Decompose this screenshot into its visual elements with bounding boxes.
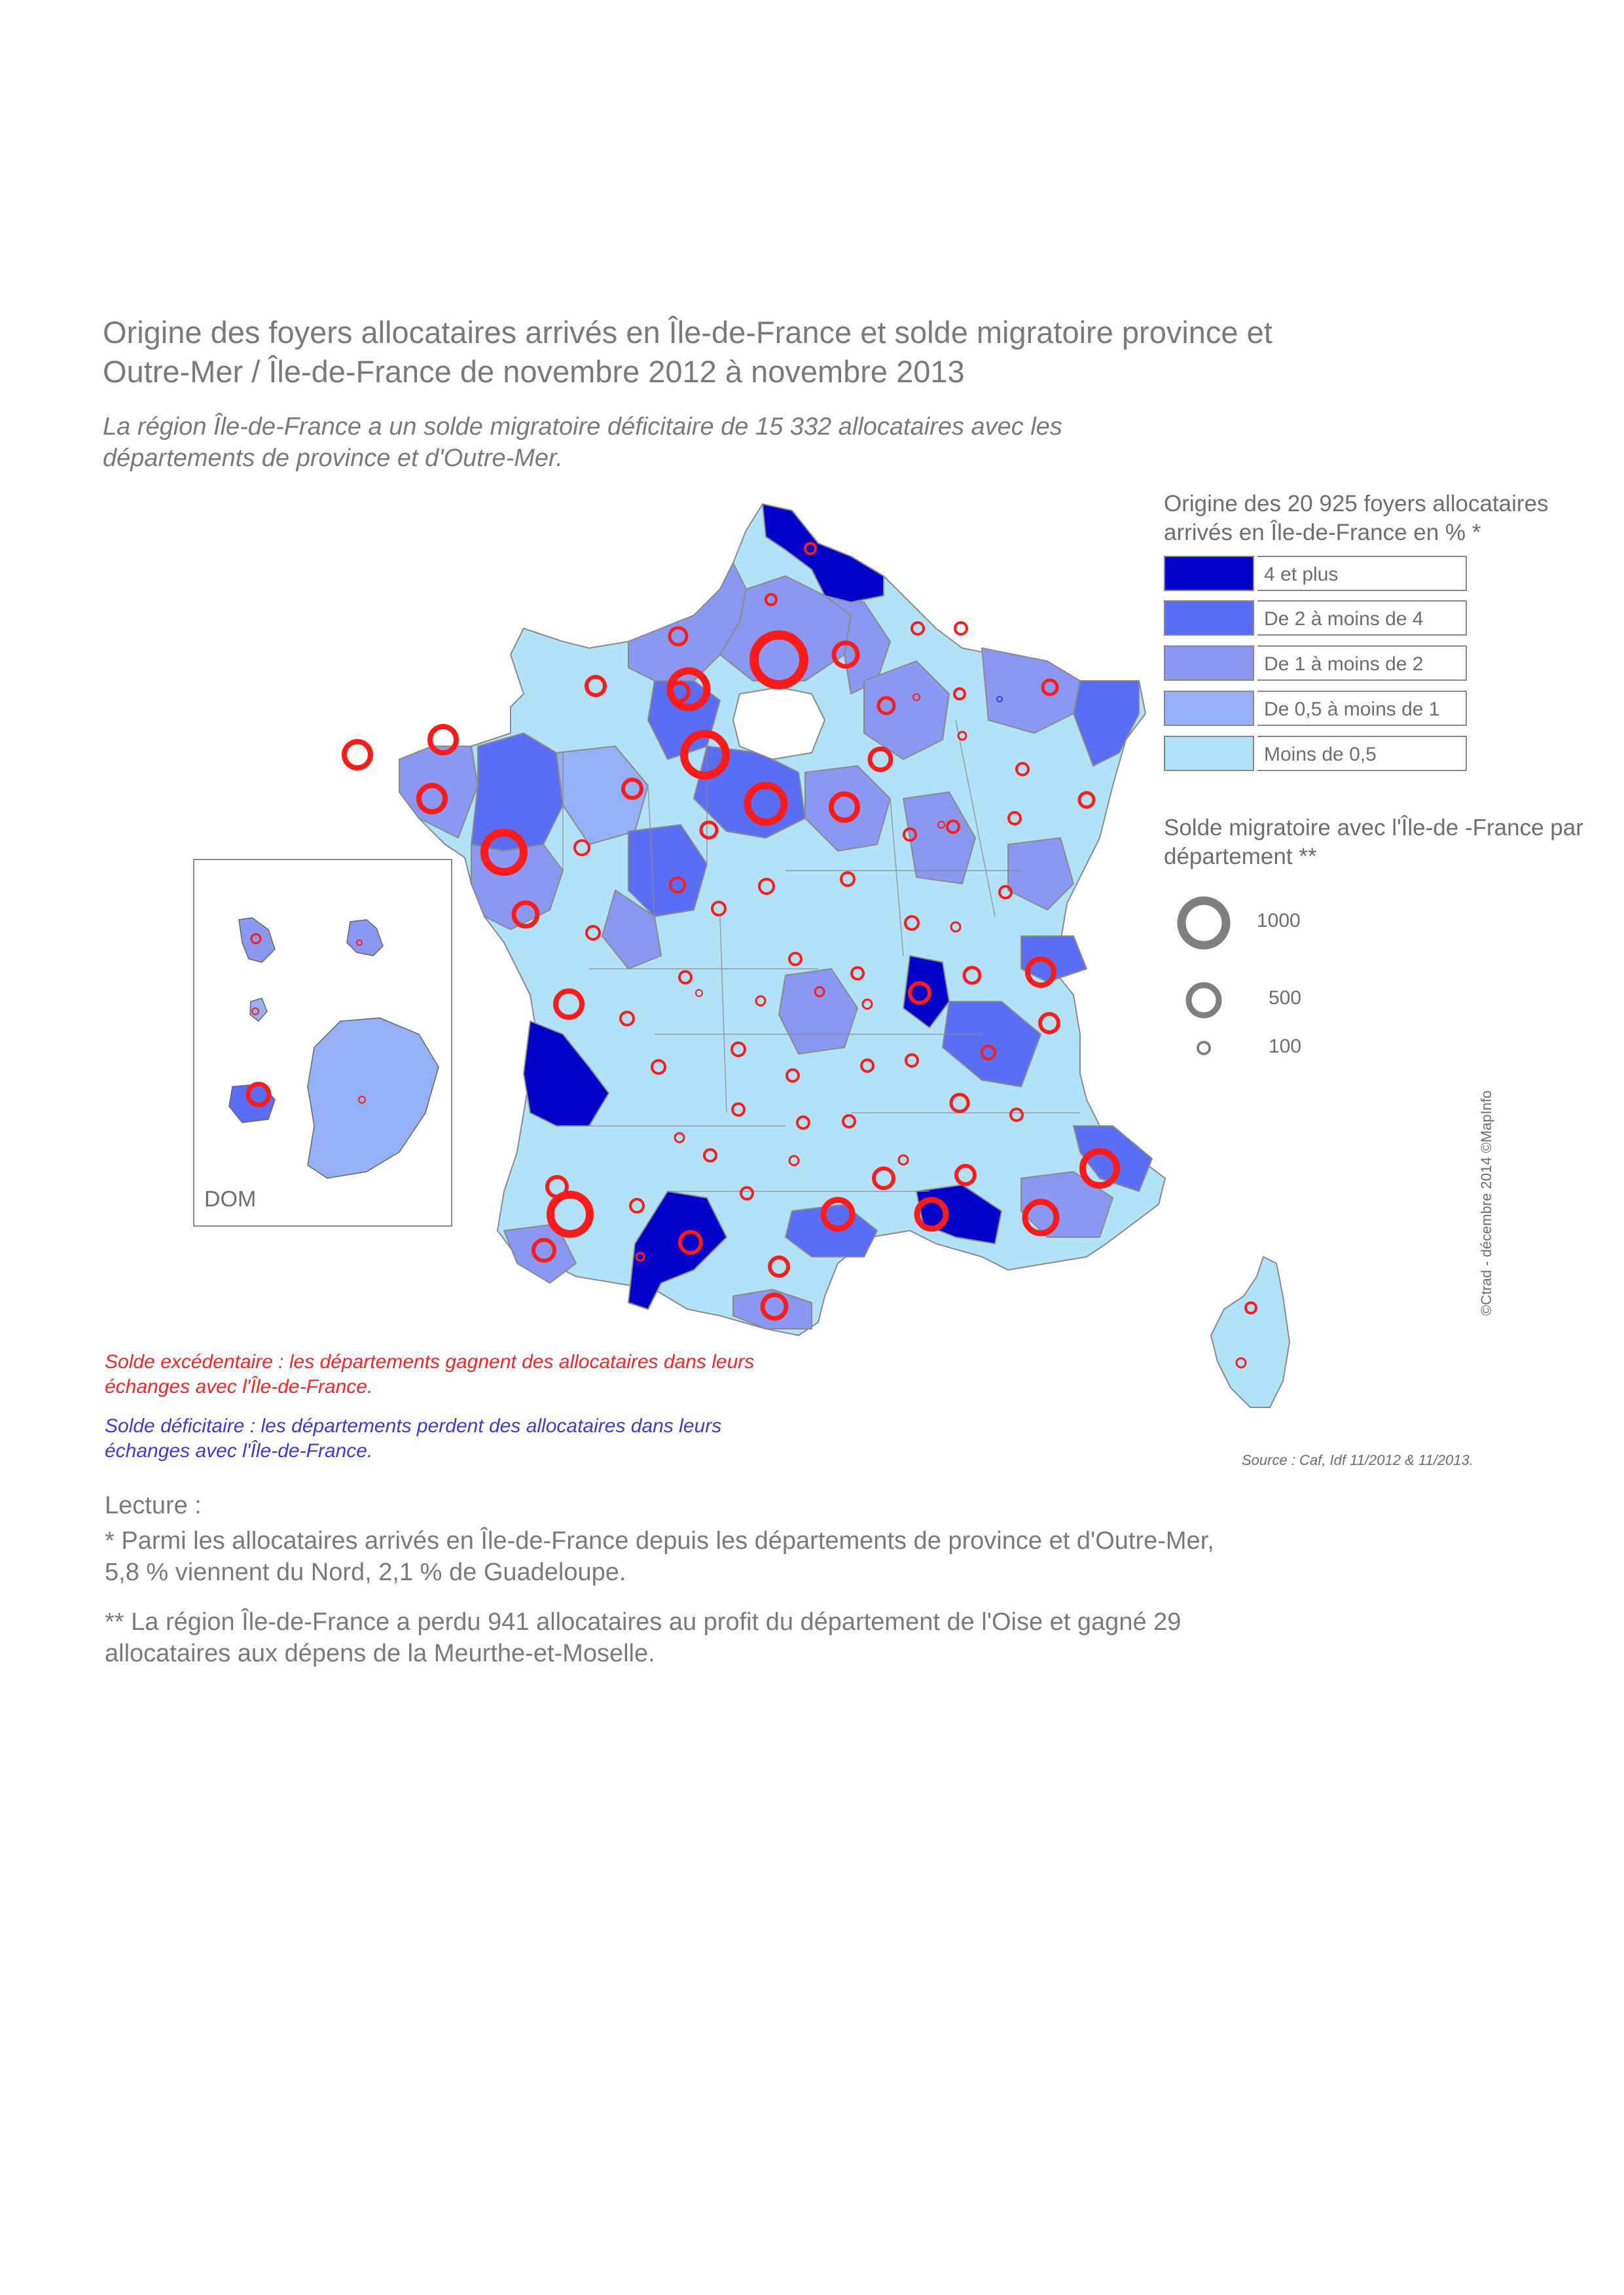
france-mainland xyxy=(399,504,1290,1407)
dom-inset-label: DOM xyxy=(204,1187,257,1212)
legend-class-row xyxy=(1164,736,1557,774)
legend-circle-label: 100 xyxy=(1269,1036,1302,1057)
legend-class-row xyxy=(1164,556,1557,594)
note-solde-deficitaire: Solde déficitaire : les départements perdent des allocataires dans leurs échanges avec l'Île-de-France. xyxy=(105,1415,722,1462)
lecture-note-2: ** La région Île-de-France a perdu 941 allocataires au profit du département de l'Oise et gagné 29 allocataires aux dépens de la Meurthe-et-Moselle. xyxy=(105,1608,1182,1667)
note-solde-excedentaire: Solde excédentaire : les départements gagnent des allocataires dans leurs échanges avec l'Île-de-France. xyxy=(105,1351,755,1398)
lecture-note-1: * Parmi les allocataires arrivés en Île-de-France depuis les départements de province et d'Outre-Mer, 5,8 % viennent du Nord, 2,1 % de Guadeloupe. xyxy=(105,1527,1214,1586)
legend-class-label: Moins de 0,5 xyxy=(1257,736,1467,771)
legend-solde-title: Solde migratoire avec l'Île-de -France par département ** xyxy=(1164,815,1583,869)
legend-circle-100 xyxy=(1198,1042,1210,1054)
legend-circle-1000 xyxy=(1182,901,1226,945)
legend-class-row xyxy=(1164,691,1557,729)
legend-class-label: 4 et plus xyxy=(1257,556,1467,591)
legend-class-label: De 1 à moins de 2 xyxy=(1257,645,1467,681)
source-note: Source : Caf, Idf 11/2012 & 11/2013. xyxy=(1242,1452,1473,1468)
legend-class-label: De 2 à moins de 4 xyxy=(1257,600,1467,636)
credit-note: ©Ctrad - décembre 2014 ©MapInfo xyxy=(1478,1090,1494,1316)
ile-de-france xyxy=(733,687,825,759)
solde-circle xyxy=(955,623,967,634)
legend-swatch xyxy=(1164,691,1254,726)
map-subtitle: La région Île-de-France a un solde migratoire déficitaire de 15 332 allocataires avec les départements de province et d'Outre-Mer. xyxy=(103,413,1062,472)
legend-circles xyxy=(1182,901,1226,1054)
dom-inset xyxy=(194,859,452,1226)
legend-circle-500 xyxy=(1189,985,1219,1015)
map-title: Origine des foyers allocataires arrivés en Île-de-France et solde migratoire province et Outre-Mer / Île-de-France de novembre 2012 à novembre 2013 xyxy=(103,315,1272,389)
lecture-heading: Lecture : xyxy=(105,1492,202,1519)
legend-swatch xyxy=(1164,556,1254,591)
legend-class-row xyxy=(1164,600,1557,638)
legend-swatch xyxy=(1164,736,1254,771)
legend-circle-label: 500 xyxy=(1269,987,1302,1009)
solde-circle xyxy=(344,742,370,768)
corsica xyxy=(1211,1257,1290,1407)
legend-circle-label: 1000 xyxy=(1257,910,1301,931)
legend-origin-title: Origine des 20 925 foyers allocataires arrivés en Île-de-France en % * xyxy=(1164,491,1549,545)
legend-class-label: De 0,5 à moins de 1 xyxy=(1257,691,1467,726)
legend-swatch xyxy=(1164,600,1254,636)
legend-swatch xyxy=(1164,645,1254,681)
legend-class-row xyxy=(1164,645,1557,683)
